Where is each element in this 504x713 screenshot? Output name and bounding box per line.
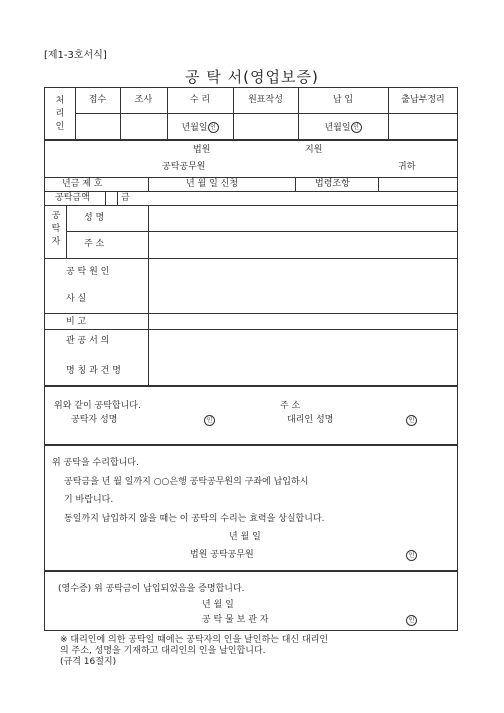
declaration-text: 위와 같이 공탁합니다. (54, 401, 141, 411)
seal-icon: 인 (208, 122, 219, 133)
seal-icon: 인 (351, 122, 362, 133)
seal-icon: 인 (406, 415, 417, 426)
law-clause-label: 법령조항 (315, 179, 350, 189)
depositor-name-label: 성 명 (84, 213, 105, 223)
header-investigate: 조사 (134, 95, 153, 105)
seal-icon: 인 (406, 550, 417, 561)
header-accept: 수 리 (189, 95, 211, 105)
remark-label: 비 고 (66, 317, 87, 327)
footnote-line-1: ※ 대리인에 의한 공탁일 때에는 공탁자의 인을 날인하는 대신 대리인 (60, 635, 329, 645)
depositor-side-label: 공 탁 자 (51, 211, 61, 247)
header-payment: 납 입 (332, 95, 354, 105)
header-ledger: 원표작성 (248, 95, 283, 105)
acceptance-officer: 법원 공탁공무원 (190, 550, 254, 560)
acceptance-date: 년 월 일 (229, 532, 261, 542)
certificate-officer: 공 탁 물 보 관 자 (202, 615, 269, 625)
acceptance-line-4: 동일까지 납입하지 않을 때는 이 공탁의 수리는 효력을 상실합니다. (64, 514, 325, 524)
honorific-label: 귀하 (398, 162, 416, 172)
amount-label: 공탁금액 (55, 193, 90, 203)
seal-icon: 인 (204, 415, 215, 426)
acceptance-line-1: 위 공탁을 수리합니다. (52, 458, 139, 468)
certificate-date: 년 월 일 (202, 600, 234, 610)
certificate-line-1: (영수증) 위 공탁금이 납입되었음을 증명합니다. (58, 584, 245, 594)
header-received: 접수 (88, 95, 107, 105)
cause-label-1: 공 탁 원 인 (66, 267, 110, 277)
cause-label-2: 사 실 (66, 294, 87, 304)
footnote-line-3: (규격 16절지) (60, 657, 117, 667)
application-date-field[interactable]: 년 월 일 신청 (186, 179, 239, 189)
form-number: [제1-3호서식] (44, 50, 107, 61)
accept-date-cell[interactable] (167, 122, 233, 134)
court-label: 법원 (193, 145, 211, 155)
address-label: 주 소 (280, 401, 301, 411)
acceptance-line-2: 공탁금을 년 월 일까지 ○○은행 공탁공무원의 구좌에 납입하시 (64, 477, 309, 487)
officer-label: 공탁공무원 (162, 162, 206, 172)
processor-side-label: 처 리 인 (55, 96, 65, 132)
agent-signature-label: 대리인 성명 (287, 415, 334, 425)
header-cashbook: 출납부정리 (401, 95, 445, 105)
footnote-line-2: 의 주소, 성명을 기재하고 대리인의 인을 날인합니다. (60, 646, 266, 656)
depositor-signature-label: 공탁자 성명 (71, 415, 118, 425)
amount-unit: 금 (121, 193, 130, 203)
payment-date-label: 년월일 (324, 123, 351, 133)
form-title: 공 탁 서(영업보증) (185, 68, 319, 86)
accept-date-label: 년월일 (181, 123, 208, 133)
office-label-2: 명 칭 과 건 명 (66, 366, 121, 376)
seal-icon: 인 (406, 615, 417, 626)
office-label-1: 관 공 서 의 (66, 336, 110, 346)
year-number-field[interactable]: 년금 제 호 (62, 179, 103, 189)
branch-label: 지원 (305, 145, 323, 155)
acceptance-line-3: 기 바랍니다. (64, 495, 114, 505)
depositor-address-label: 주 소 (84, 239, 105, 249)
payment-date-cell[interactable] (298, 122, 388, 134)
